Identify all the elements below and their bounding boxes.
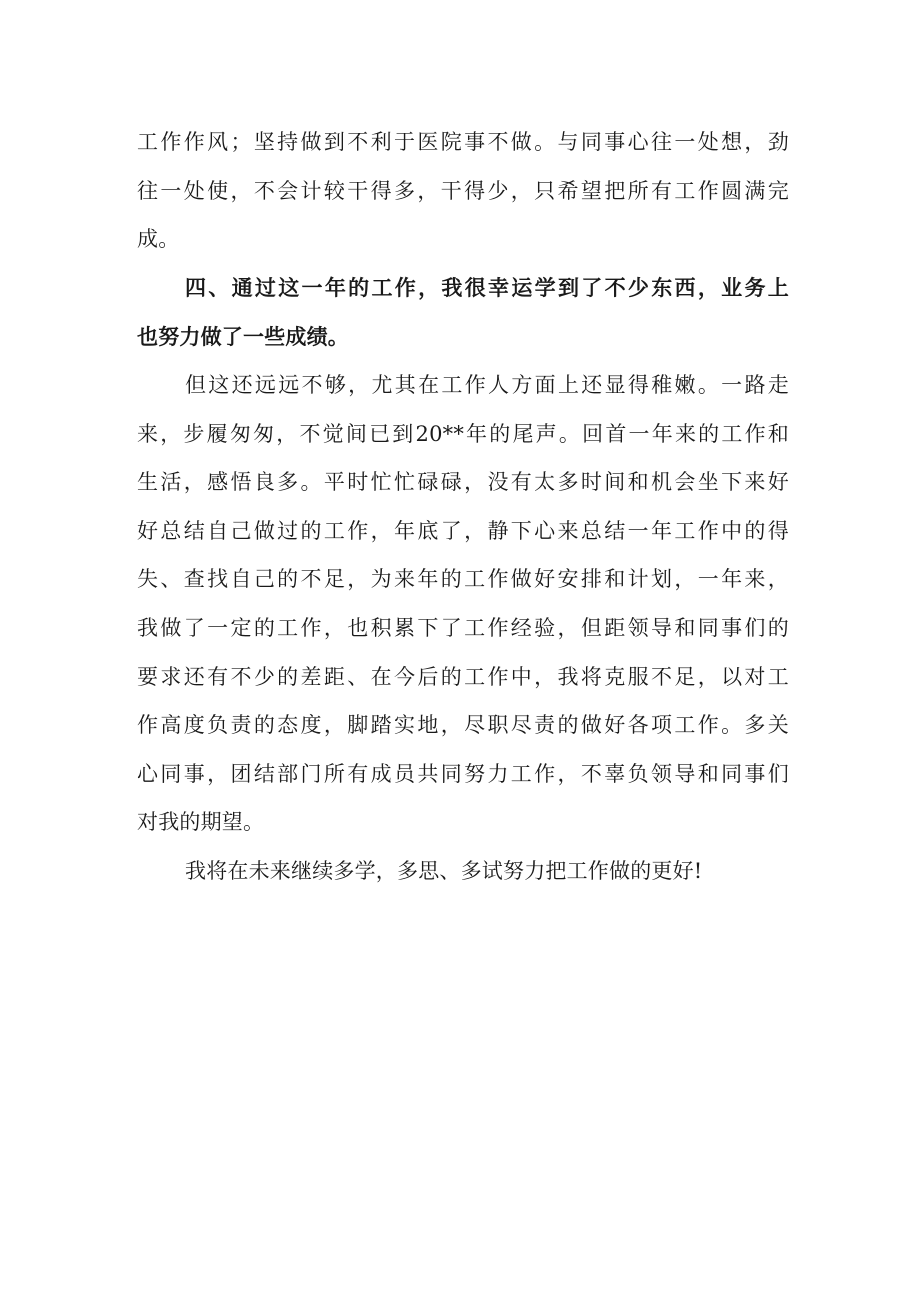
paragraph-work-style [137,118,789,264]
paragraph-line: 要求还有不少的差距、在今后的工作中，我将克服不足，以对工 [137,664,789,689]
paragraph-line: 好总结自己做过的工作，年底了，静下心来总结一年工作中的得 [137,518,789,543]
heading-line: 也努力做了一些成绩。 [137,324,349,349]
paragraph-line: 但这还远远不够，尤其在工作人方面上还显得稚嫩。一路走 [185,373,789,397]
paragraph-line: 工作作风；坚持做到不利于医院事不做。与同事心往一处想，劲 [137,130,789,154]
paragraph-line: 对我的期望。 [137,810,265,835]
paragraph-line: 心同事，团结部门所有成员共同努力工作，不辜负领导和同事们 [137,761,789,786]
paragraph-line: 往一处使，不会计较干得多，干得少，只希望把所有工作圆满完 [137,178,789,203]
paragraph-line: 生活，感悟良多。平时忙忙碌碌，没有太多时间和机会坐下来好 [137,470,789,495]
paragraph-line: 我做了一定的工作，也积累下了工作经验，但距领导和同事们的 [137,615,789,640]
paragraph-line: 失、查找自己的不足，为来年的工作做好安排和计划，一年来， [137,567,789,592]
paragraph-line: 我将在未来继续多学，多思、多试努力把工作做的更好! [185,859,703,883]
paragraph-line: 来，步履匆匆，不觉间已到20**年的尾声。回首一年来的工作和 [137,421,789,446]
paragraph-line: 成。 [137,227,180,252]
heading-line: 四、通过这一年的工作，我很幸运学到了不少东西，业务上 [185,276,789,300]
paragraph-line: 作高度负责的态度，脚踏实地，尽职尽责的做好各项工作。多关 [137,713,789,738]
section-heading-four [137,264,789,361]
paragraph-year-review [137,361,789,847]
paragraph-closing [137,847,789,896]
